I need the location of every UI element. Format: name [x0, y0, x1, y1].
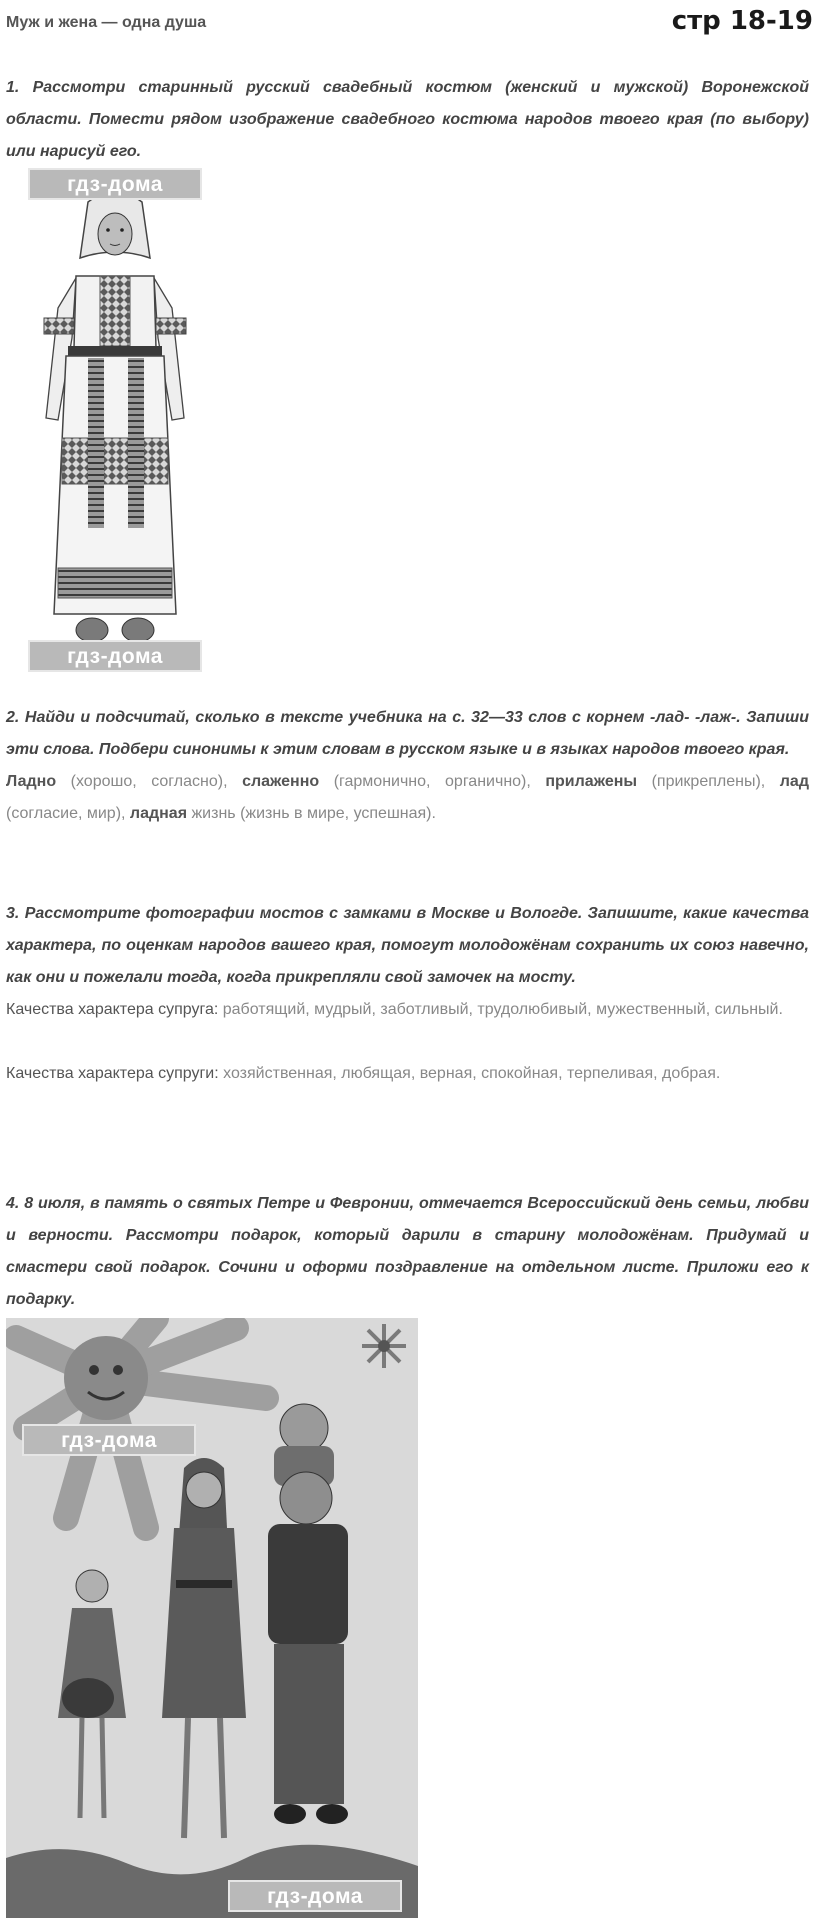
task-1 — [6, 72, 809, 168]
family-drawing-image — [6, 1318, 418, 1918]
page-header — [6, 6, 813, 50]
answer-word: слаженно — [242, 773, 320, 790]
task-4-question: 4. 8 июля, в память о святых Петре и Февронии, отмечается Всероссийский день семьи, любви и верности. Рассмотри подарок, который дарили в старину молодожёнам. Придумай и смастери свой подарок. Сочини и оформи поздравление на отдельном листе. Приложи его к подарку. — [6, 1195, 809, 1308]
answer-word: Ладно — [6, 773, 57, 790]
task-3 — [6, 898, 809, 1090]
answer-text: (прикреплены), — [637, 773, 780, 790]
husband-traits-label: Качества характера супруга: — [6, 1001, 219, 1018]
wedding-costume-image — [28, 168, 202, 676]
task-2-answer — [6, 766, 809, 830]
wife-traits-label: Качества характера супруги: — [6, 1065, 219, 1082]
watermark-label: гдз-дома — [28, 168, 202, 200]
answer-text: (согласие, мир), — [6, 805, 130, 822]
answer-text: (хорошо, согласно), — [56, 773, 243, 790]
page-number: стр 18-19 — [671, 6, 813, 36]
husband-traits-answer — [6, 994, 809, 1026]
wife-traits-answer — [6, 1058, 809, 1090]
task-2-question: 2. Найди и подсчитай, сколько в тексте учебника на с. 32—33 слов с корнем -лад- -лаж-. Запиши эти слова. Подбери синонимы к этим словам в русском языке и в языках народов твоего края. — [6, 709, 809, 758]
spacer — [6, 1026, 809, 1058]
task-4 — [6, 1188, 809, 1316]
task-1-question: 1. Рассмотри старинный русский свадебный костюм (женский и мужской) Воронежской области. Помести рядом изображение свадебного костюма народов твоего края (по выбору) или нарисуй его. — [6, 79, 809, 160]
answer-word: прилажены — [545, 773, 638, 790]
watermark-label: гдз-дома — [28, 640, 202, 672]
task-3-question: 3. Рассмотрите фотографии мостов с замками в Москве и Вологде. Запишите, какие качества характера, по оценкам народов вашего края, помогут молодожёнам сохранить их союз навечно, как они и пожелали тогда, когда прикрепляли свой замочек на мосту. — [6, 905, 809, 986]
wife-traits: хозяйственная, любящая, верная, спокойная, терпеливая, добрая. — [218, 1065, 721, 1082]
answer-word: ладная — [129, 805, 188, 822]
task-2 — [6, 702, 809, 830]
page-subtitle: Муж и жена — одна душа — [6, 14, 207, 31]
watermark-label: гдз-дома — [22, 1424, 196, 1456]
answer-text: (гармонично, органично), — [319, 773, 546, 790]
answer-text: жизнь (жизнь в мире, успешная). — [187, 805, 436, 822]
answer-word: лад — [779, 773, 809, 790]
watermark-label: гдз-дома — [228, 1880, 402, 1912]
wedding-costume-drawing — [28, 168, 202, 676]
husband-traits: работящий, мудрый, заботливый, трудолюбивый, мужественный, сильный. — [218, 1001, 783, 1018]
family-drawing — [6, 1318, 418, 1918]
